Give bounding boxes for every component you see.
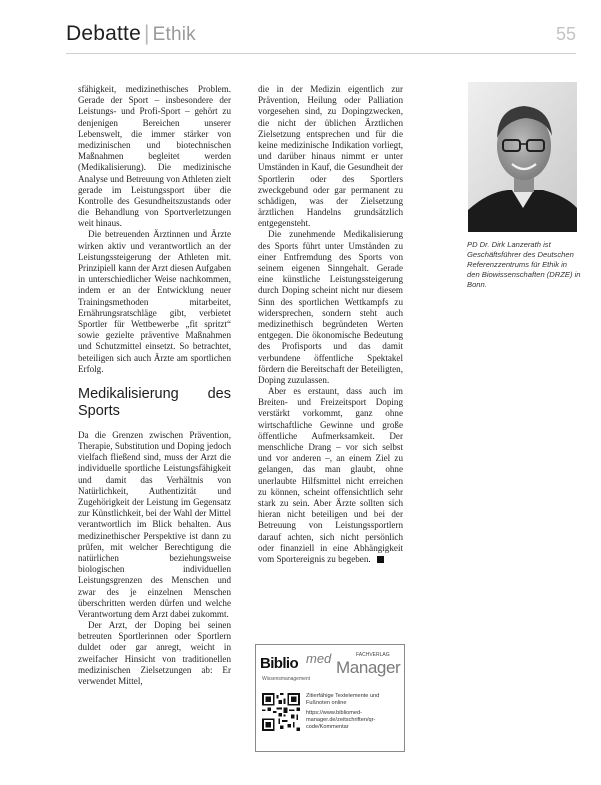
header-rule <box>66 53 576 54</box>
logo-text-manager: Manager <box>336 658 401 677</box>
section-name: Debatte <box>66 22 141 45</box>
paragraph-text: Aber es erstaunt, dass auch im Breiten- und Freizeitsport Doping verstärkt vorkommt, ganz ohne wirtschaftliche Gewinne und große öffentliche Aufmerksamkeit. Der menschliche Drang – vor sich selbst und vor anderen –, an einem Ziel zu gelangen, das man glaubt, ohne unerlaubte Hilfsmittel nicht erreichen zu können, scheint offensichtlich sehr stark zu sein. Aber Ärzte sollten sich hieran nicht beteiligen und bei der Betreuung von Leistungssportlern darauf achten, sich nicht persönlich oder finanziell in eine Abhängigkeit vom Sportereignis zu begeben. <box>258 386 403 564</box>
paragraph: Da die Grenzen zwischen Prävention, Therapie, Substitution und Doping jedoch vielfach fließend sind, muss der Arzt die individuelle sportliche Leistungsfähigkeit und damit das Verhältnis von Natürlichkeit, Authentizität und Zugehörigkeit der Leistung im Gegensatz zur Künstlichkeit, bei der Wahl der Mittel verantwortlich im Blick behalten. Aus medizinethischer Perspektive ist dann zu prüfen, mit welcher Berechtigung die natürlichen beziehungsweise biologischen individuellen Leistungsgrenzen des Menschen und zwar des je einzelnen Menschen überschritten werden dürfen und welche Verantwortung dem Arzt dabei zukommt. <box>78 429 231 619</box>
logo-tag: FACHVERLAG <box>356 652 390 658</box>
article-column-2 <box>258 84 403 565</box>
logo-text-biblio: Biblio <box>260 655 299 672</box>
subheading: Medikalisierung des Sports <box>78 385 231 419</box>
paragraph: Die zunehmende Medikalisierung des Sports führt unter Umständen zu einer Entfremdung des Sports von seinem eigenen Sinngehalt. Gerade eine künstliche Leistungssteigerung durch Doping scheint nicht nur diesem Sinn des sportlichen Wettkampfs zu widersprechen, sondern steht auch medizinethisch begründeten Werten entgegen. Die ökonomische Bedeutung des Profisports und das damit verbundene öffentliche Spektakel fördern die Bereitschaft der Beteiligten, Doping zuzulassen. <box>258 229 403 385</box>
article-column-1 <box>78 84 231 687</box>
page-header <box>66 22 576 50</box>
ad-text <box>306 693 398 734</box>
author-portrait-image <box>468 82 577 232</box>
bibliomed-manager-logo <box>260 651 400 687</box>
logo-text-med: med <box>306 651 332 666</box>
page-number: 55 <box>555 24 576 44</box>
section-title <box>66 22 196 46</box>
paragraph: die in der Medizin eigentlich zur Prävention, Heilung oder Palliation vorgesehen sind, zu Dopingzwecken, die nicht der üblichen Ärztlichen Zielsetzung entsprechen und für die keine medizinische Indikation vorliegt, und darüber hinaus nimmt er unter Umständen in Kauf, die Gesundheit der Sportlerin oder des Sportlers zweckgebund oder gar permanent zu schädigen, was der Zielsetzung ärztlichen Handelns grundsätzlich entgegensteht. <box>258 84 403 229</box>
end-of-article-mark <box>377 556 384 563</box>
paragraph: sfähigkeit, medizinethisches Problem. Gerade der Sport – insbesondere der Leistungs- und Profi-Sport – gehört zu denjenigen Bereichen unserer Lebenswelt, die immer stärker von medizinischen und biotechnischen Maßnahmen begleitet werden (Medikalisierung). Die medizinische Analyse und Betreuung von Athleten zielt gerade im Leistungssport über die Kontrolle des Gesundheitszustands oder die Behandlung von Sportverletzungen weit hinaus. <box>78 84 231 229</box>
qr-code-icon[interactable] <box>262 693 300 731</box>
ad-url[interactable]: https://www.bibliomed-manager.de/zeitschriften/qr-code/Kommentar <box>306 710 376 730</box>
author-photo <box>468 82 577 232</box>
logo-subtitle: Wissensmanagement <box>262 676 311 682</box>
paragraph: Der Arzt, der Doping bei seinen betreuten Sportlerinnen oder Sportlern duldet oder gar anregt, weicht in zweifacher Hinsicht von traditionellen medizinischen Zielsetzungen ab: Er verwendet Mittel, <box>78 620 231 686</box>
subsection-name: Ethik <box>152 24 196 45</box>
paragraph: Die betreuenden Ärztinnen und Ärzte wirken aktiv und verantwortlich an der Leistungssteigerung der Athleten mit. Prinzipiell kann der Arzt diesen Aufgaben in unterschiedlicher Weise nachkommen, indem er an der Entwicklung neuer Trainingsmethoden mitarbeitet, Ernährungsratschläge gibt, verbietet Sportler für Wettbewerbe „fit spritzt“ sowie gezielte präventive Maßnahmen und Schutzmittel einsetzt. So betrachtet, beteiligen sich auch Ärzte am sportlichen Erfolg. <box>78 229 231 374</box>
bibliomed-ad-box <box>255 644 405 752</box>
author-caption: PD Dr. Dirk Lanzerath ist Geschäftsführer des Deutschen Referenzzentrums für Ethik in den Biowissenschaften (DRZE) in Bonn. <box>467 240 581 289</box>
paragraph <box>258 386 403 565</box>
section-separator: | <box>143 22 150 45</box>
ad-text-line: Zitierfähige Textelemente und Fußnoten online <box>306 693 380 706</box>
